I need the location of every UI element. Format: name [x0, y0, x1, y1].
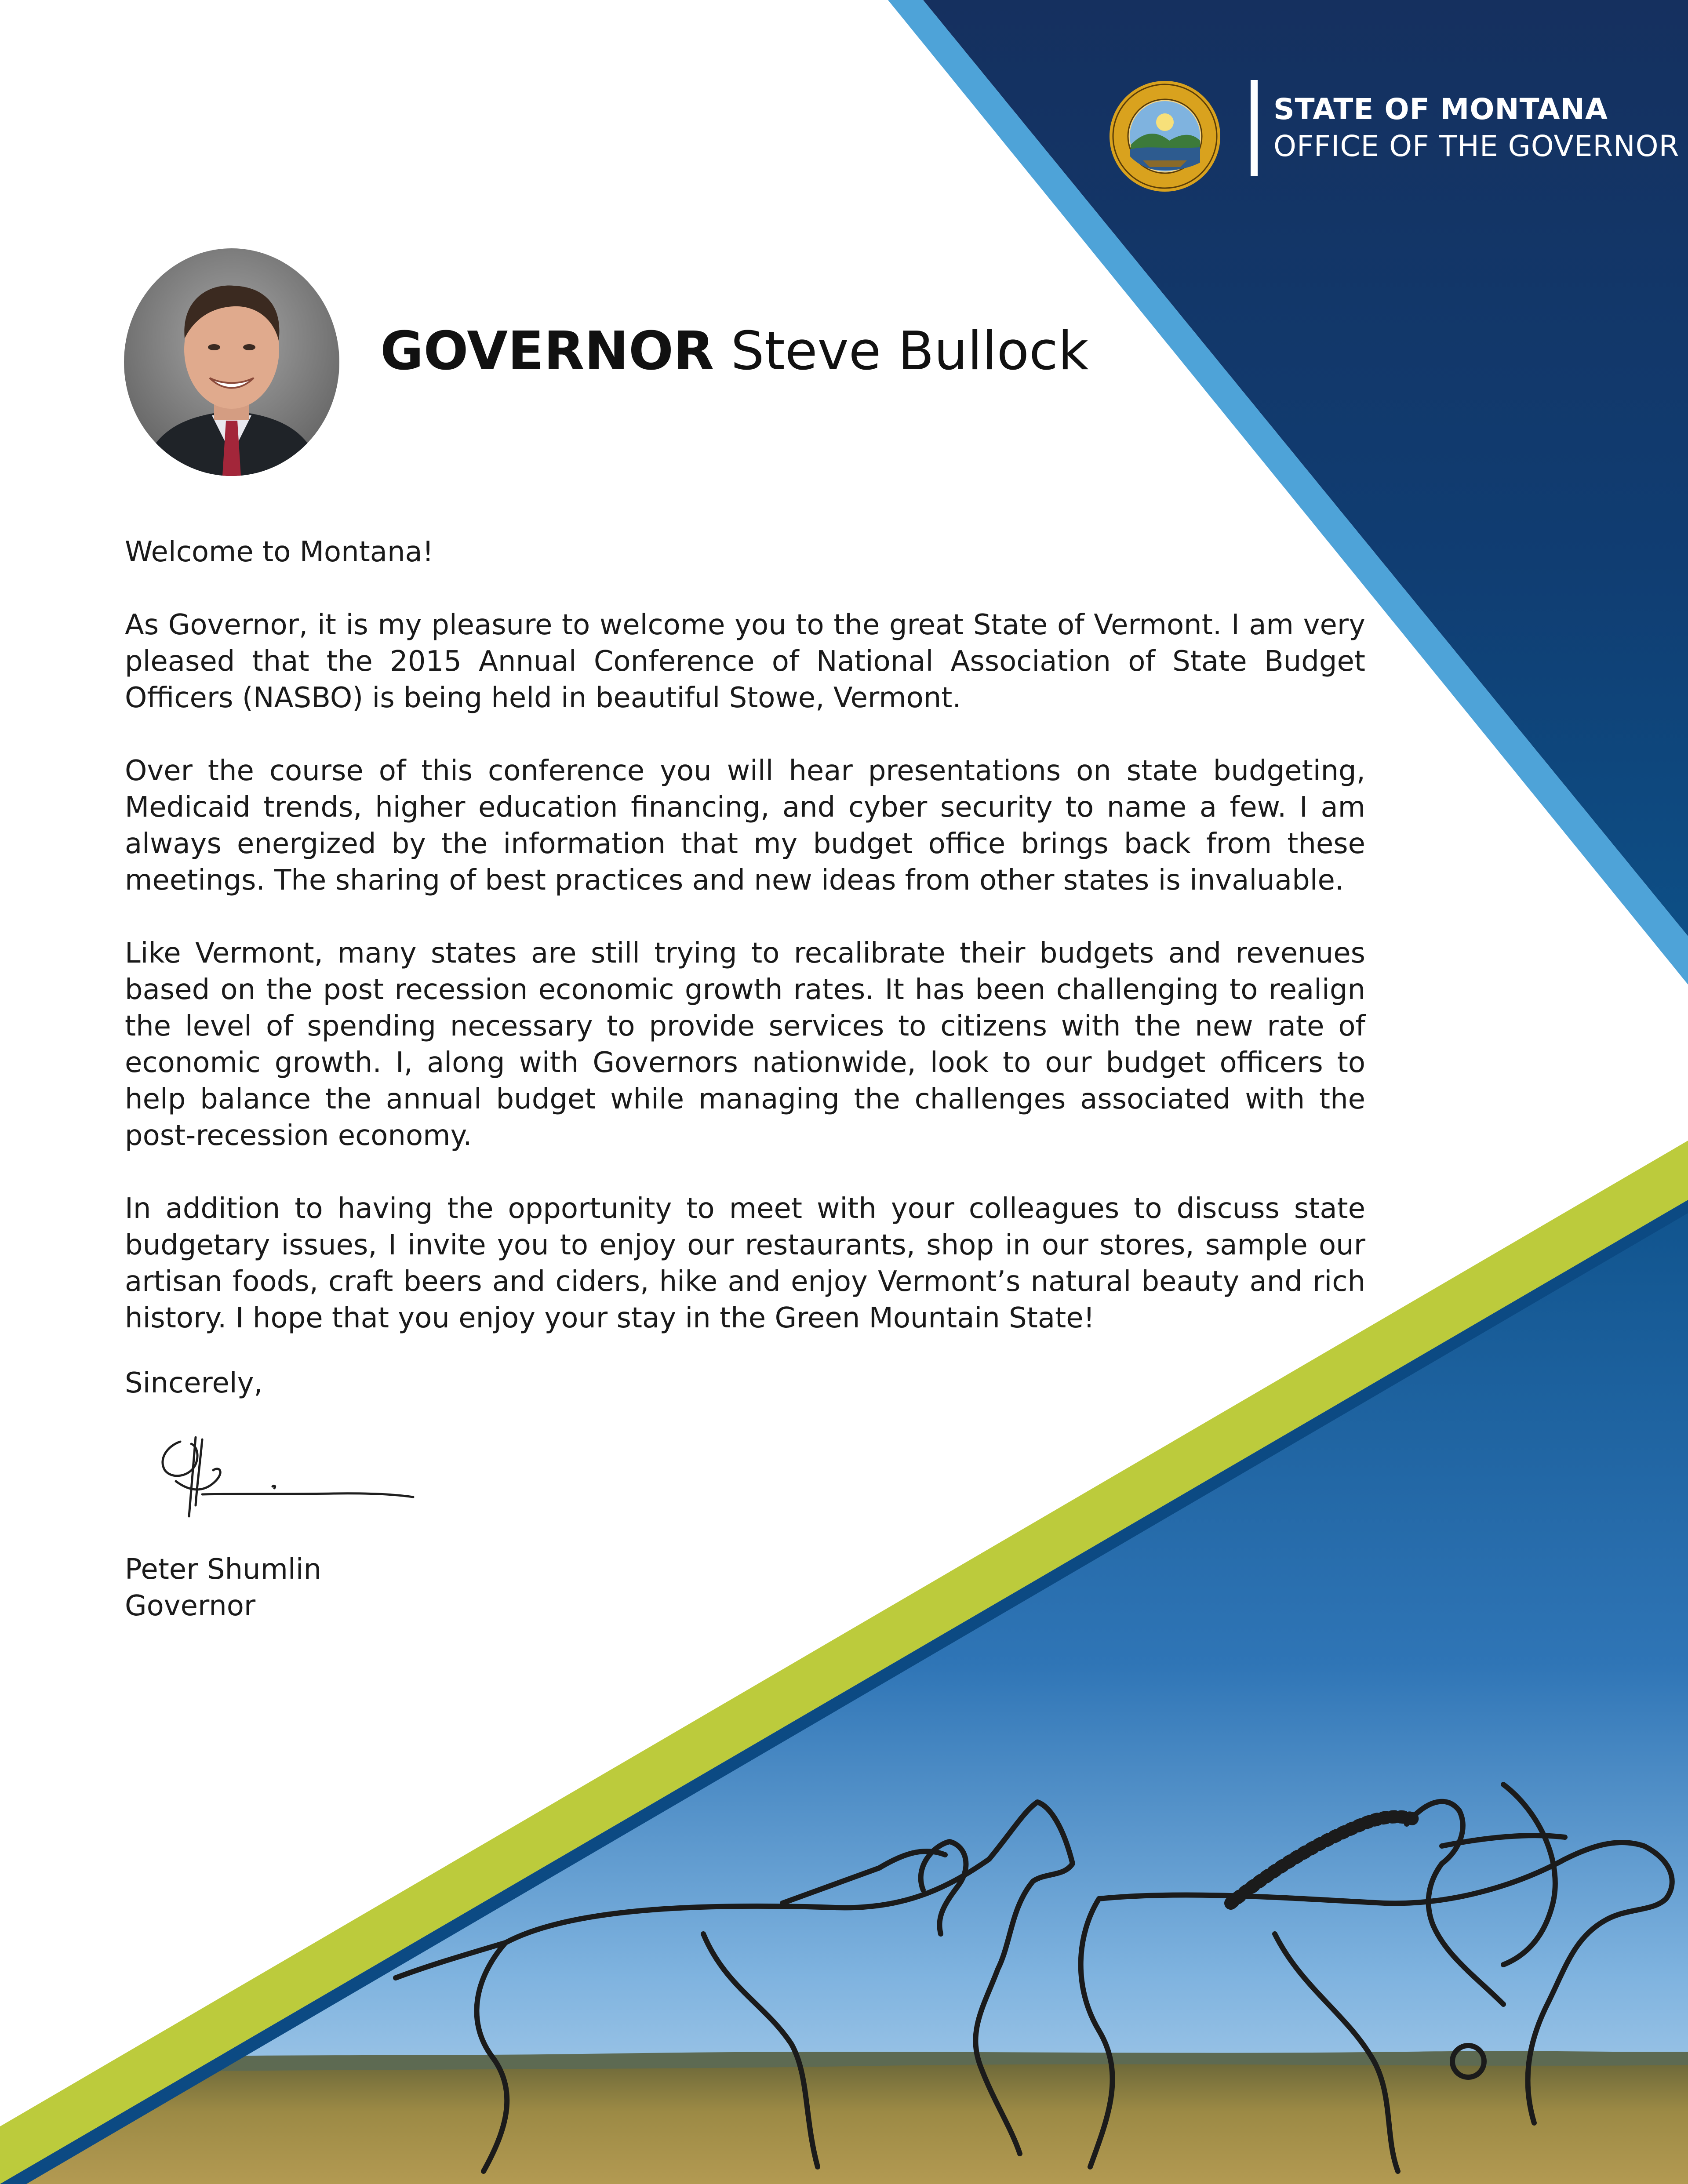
- signer-block: [125, 1552, 321, 1624]
- letter-body: [125, 534, 1365, 1373]
- governor-title-bold: GOVERNOR: [380, 321, 714, 382]
- header-title: STATE OF MONTANA: [1273, 92, 1608, 126]
- letter-greeting: Welcome to Montana!: [125, 536, 434, 568]
- signer-name: Peter Shumlin: [125, 1553, 322, 1586]
- letter-paragraph-2: Over the course of this conference you will hear presentations on state budgeting, Medicaid trends, higher education financing, and cyber security to name a few. I am always energized by the information that my budget office brings back from these meetings. The sharing of best practices and new ideas from other states is invaluable.: [125, 755, 1365, 897]
- governor-portrait: [124, 248, 339, 476]
- letterhead: [1108, 75, 1679, 198]
- signer-title: Governor: [125, 1590, 256, 1622]
- header-subtitle: OFFICE OF THE GOVERNOR: [1273, 129, 1680, 163]
- signature: [149, 1428, 422, 1525]
- header-divider: [1251, 80, 1258, 176]
- governor-title: [380, 321, 1089, 382]
- letter-closing: Sincerely,: [125, 1367, 263, 1399]
- letter-paragraph-1: As Governor, it is my pleasure to welcome you to the great State of Vermont. I am very pleased that the 2015 Annual Conference of National Association of State Budget Officers (NASBO) is being held in beautiful Stowe, Vermont.: [125, 609, 1365, 714]
- letter-paragraph-3: Like Vermont, many states are still trying to recalibrate their budgets and revenues based on the post recession economic growth rates. It has been challenging to realign the level of spending necessary to provide services to citizens with the new rate of economic growth. I, along with Governors nationwide, look to our budget officers to help balance the annual budget while managing the challenges associated with the post-recession economy.: [125, 937, 1365, 1152]
- governor-name: Steve Bullock: [731, 321, 1089, 382]
- state-seal-icon: [1108, 79, 1222, 193]
- letter-paragraph-4: In addition to having the opportunity to meet with your colleagues to discuss state budgetary issues, I invite you to enjoy our restaurants, shop in our stores, sample our artisan foods, craft beers and ciders, hike and enjoy Vermont’s natural beauty and rich history. I hope that you enjoy your stay in the Green Mountain State!: [125, 1192, 1365, 1334]
